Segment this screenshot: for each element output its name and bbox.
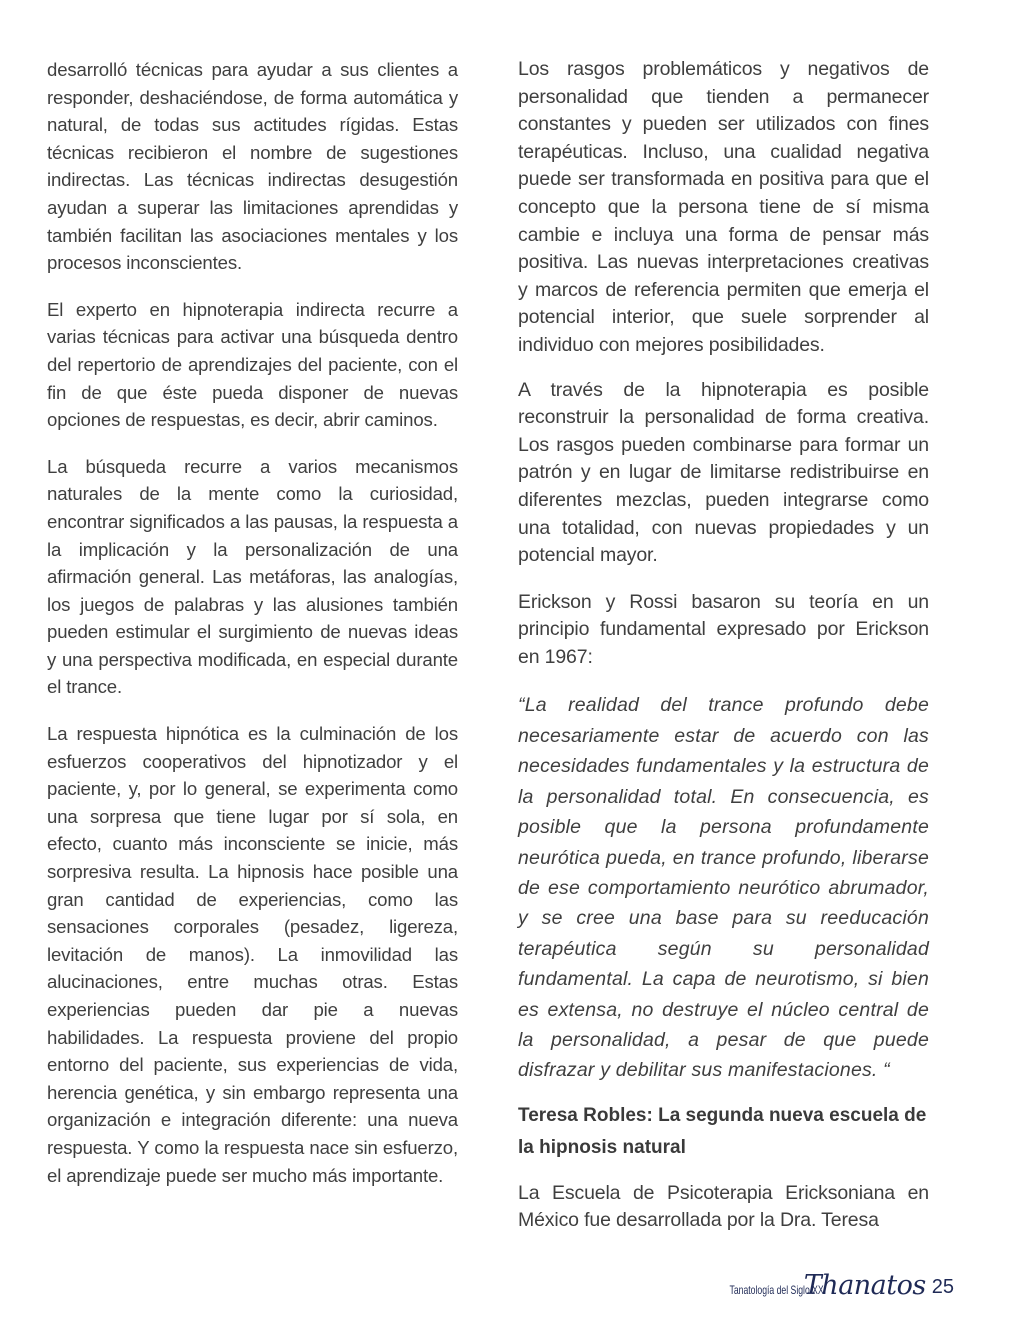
body-paragraph: La respuesta hipnótica es la culminación de los esfuerzos cooperativos del hipnotizador y el paciente, y, por lo general, se experimenta como una sorpresa que tiene lugar por sí sola, en efecto, cuanto más inconsciente se inicie, más sorpresiva resulta. La hipnosis hace posible una gran cantidad de experiencias, como las sensaciones corporales (pesadez, ligereza, levitación de manos). La inmovilidad las alucinaciones, entre muchas otras. Estas experiencias pueden dar pie a nuevas habilidades. La respuesta proviene del propio entorno del paciente, sus experiencias de vida, herencia genética, y sin embargo representa una organización e integración diferente: una nueva respuesta. Y como la respuesta nace sin esfuerzo, el aprendizaje puede ser mucho más importante. [47,723,458,1186]
erickson-quote: “La realidad del trance profundo debe necesariamente estar de acuerdo con las necesidades fundamentales y la estructura de la personalidad total. En consecuencia, es posible que la persona profundamente neurótica pueda, en trance profundo, liberarse de ese comportamiento neurótico abrumador, y se cree una base para su reeducación terapéutica según su personalidad fundamental. La capa de neurotismo, si bien es extensa, no destruye el núcleo central de la personalidad, a pesar de que puede disfrazar y debilitar sus manifestaciones. “ [518,694,929,1082]
section-heading: Teresa Robles: La segunda nueva escuela de la hipnosis natural [518,1104,927,1158]
publication-series: Tanatología del Siglo XXI [729,1283,826,1297]
body-paragraph: desarrolló técnicas para ayudar a sus clientes a responder, deshaciéndose, de forma automática y natural, de todas sus actitudes rígidas. Estas técnicas recibieron el nombre de sugestiones indirectas. Las técnicas indirectas desugestión ayudan a superar las limitaciones aprendidas y también facilitan las asociaciones mentales y los procesos inconscientes. [47,59,458,274]
page-footer [692,1272,954,1300]
body-paragraph: La Escuela de Psicoterapia Ericksoniana en México fue desarrollada por la Dra. Teresa [518,1181,929,1232]
right-column [518,56,929,1235]
page-number: 25 [931,1276,954,1298]
thanatos-logo: Thanatos [803,1270,926,1301]
body-paragraph: Los rasgos problemáticos y negativos de personalidad que tienden a permanecer constantes y pueden ser utilizados con fines terapéuticas. Incluso, una cualidad negativa puede ser transformada en positiva para que el concepto que la persona tiene de sí misma cambie e incluya una forma de pensar más positiva. Las nuevas interpretaciones creativas y marcos de referencia permiten que emerja el potencial interior, que suele sorprender al individuo con mejores posibilidades. [518,58,929,356]
body-paragraph: Erickson y Rossi basaron su teoría en un principio fundamental expresado por Erickson en 1967: [518,590,929,668]
left-column [47,56,458,1189]
body-paragraph: A través de la hipnoterapia es posible reconstruir la personalidad de forma creativa. Los rasgos pueden combinarse para formar un patrón y en lugar de limitarse redistribuirse en diferentes mezclas, pueden integrarse como una totalidad, con nuevas propiedades y un potencial mayor. [518,378,929,567]
body-paragraph: El experto en hipnoterapia indirecta recurre a varias técnicas para activar una búsqueda dentro del repertorio de aprendizajes del paciente, con el fin de que éste pueda disponer de nuevas opciones de respuestas, es decir, abrir caminos. [47,298,458,431]
body-paragraph: La búsqueda recurre a varios mecanismos naturales de la mente como la curiosidad, encontrar significados a las pausas, la respuesta a la implicación y la personalización de una afirmación general. Las metáforas, las analogías, los juegos de palabras y las alusiones también pueden estimular el surgimiento de nuevas ideas y una perspectiva modificada, en especial durante el trance. [47,455,458,698]
